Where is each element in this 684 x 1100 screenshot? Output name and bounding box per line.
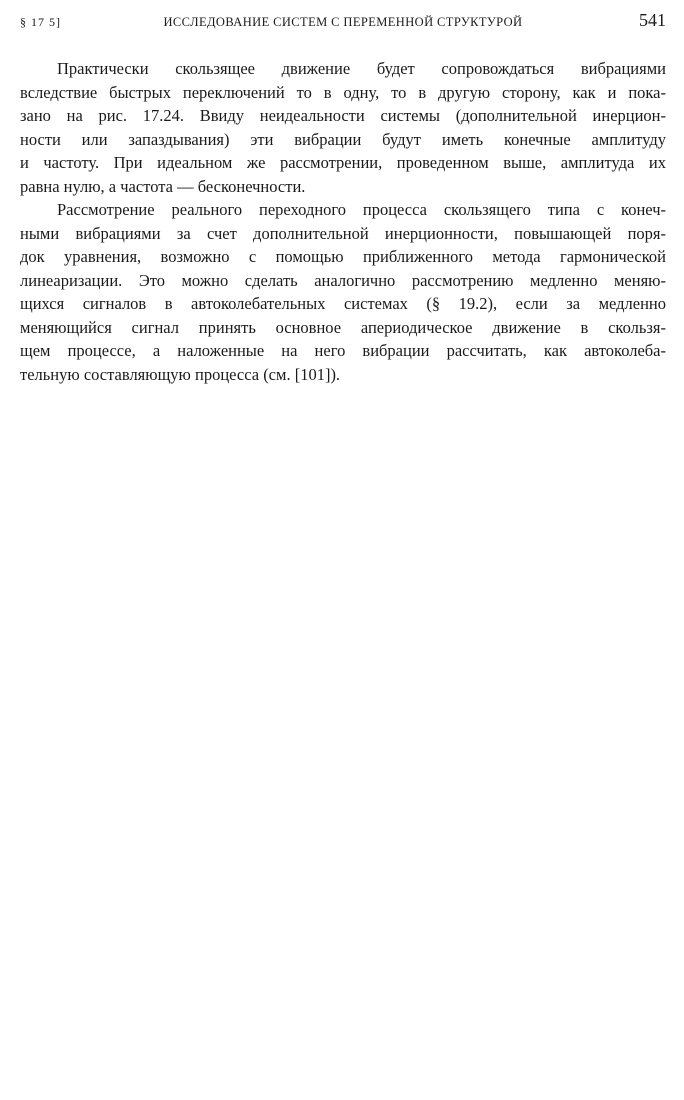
running-title: ИССЛЕДОВАНИЕ СИСТЕМ С ПЕРЕМЕННОЙ СТРУКТУРОЙ — [163, 15, 523, 29]
text-line: Практически скользящее движение будет сопровождаться вибрациями — [57, 59, 666, 78]
text-line: щем процессе, а наложенные на него вибрации рассчитать, как автоколеба- — [20, 341, 666, 360]
page-number: 541 — [639, 10, 666, 30]
text-line: равна нулю, а частота — бесконечности. — [20, 176, 306, 196]
paragraph-1 — [20, 57, 666, 198]
section-reference: § 17 5] — [20, 15, 61, 29]
running-header — [20, 10, 666, 36]
text-line: и частоту. При идеальном же рассмотрении, проведенном выше, амплитуда их — [20, 153, 666, 172]
text-line: док уравнения, возможно с помощью приближенного метода гармонической — [20, 247, 666, 266]
text-line: зано на рис. 17.24. Ввиду неидеальности системы (дополнительной инерцион- — [20, 106, 666, 125]
paragraph-2 — [20, 198, 666, 386]
body-text — [20, 57, 666, 386]
text-line: линеаризации. Это можно сделать аналогично рассмотрению медленно меняю- — [20, 270, 666, 290]
text-line: ными вибрациями за счет дополнительной инерционности, повышающей поря- — [20, 223, 666, 243]
text-line: тельную составляющую процесса (см. [101]). — [20, 364, 341, 384]
text-line: Рассмотрение реального переходного процесса скользящего типа с конеч- — [57, 200, 666, 219]
text-line: вследствие быстрых переключений то в одну, то в другую сторону, как и пока- — [20, 82, 666, 102]
text-line: щихся сигналов в автоколебательных системах (§ 19.2), если за медленно — [20, 294, 666, 313]
text-line: ности или запаздывания) эти вибрации будут иметь конечные амплитуду — [20, 129, 666, 149]
text-line: меняющийся сигнал принять основное апериодическое движение в скользя- — [20, 317, 666, 337]
